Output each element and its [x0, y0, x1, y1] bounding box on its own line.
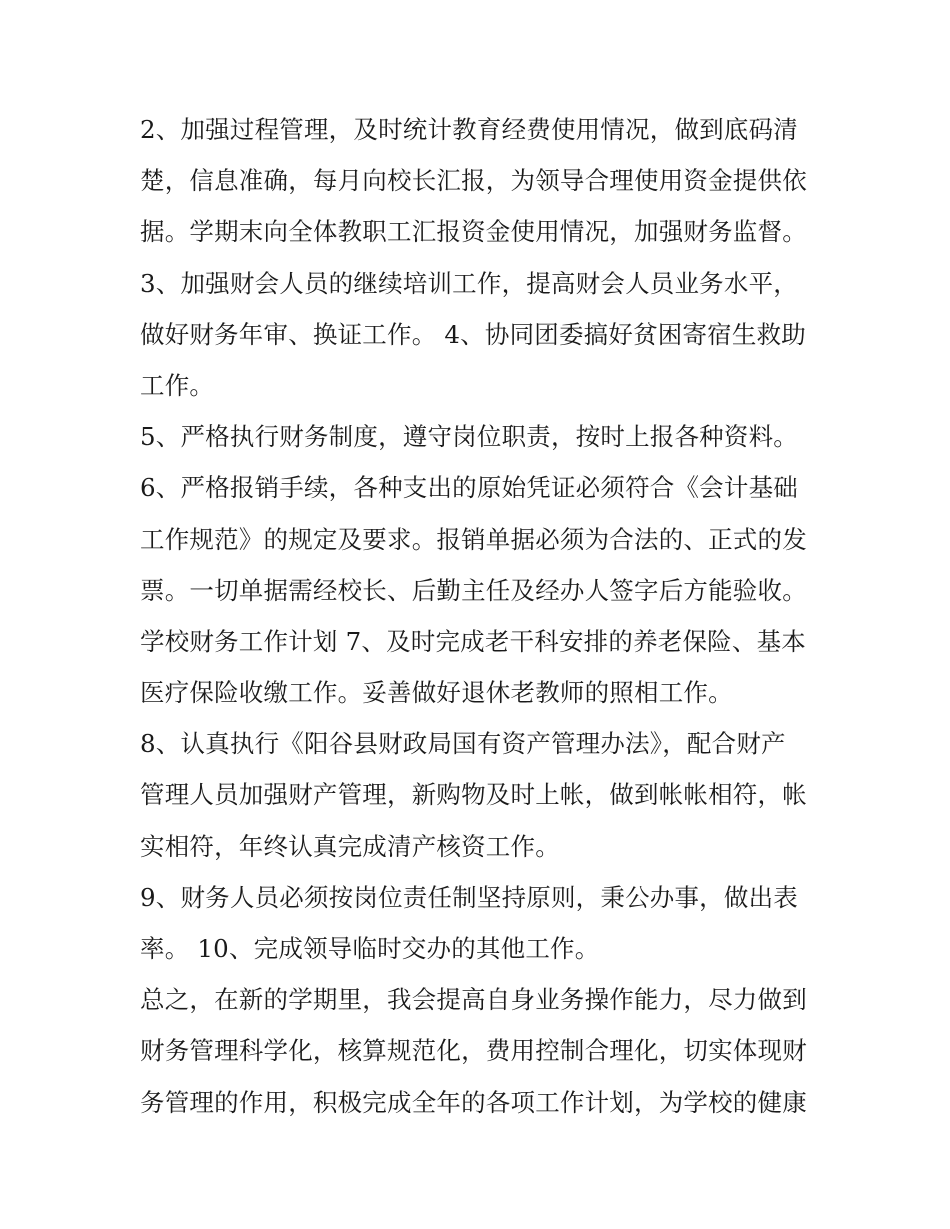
text-line: 5、严格执行财务制度，遵守岗位职责，按时上报各种资料。	[140, 422, 798, 452]
text-line: 票。一切单据需经校长、后勤主任及经办人签字后方能验收。	[140, 575, 807, 605]
text-line: 管理人员加强财产管理，新购物及时上帐，做到帐帐相符，帐	[140, 780, 807, 810]
text-line: 做好财务年审、换证工作。 4、协同团委搞好贫困寄宿生救助	[140, 319, 806, 349]
text-line: 财务管理科学化，核算规范化，费用控制合理化，切实体现财	[140, 1036, 807, 1066]
document-body	[140, 104, 830, 1128]
text-line: 总之，在新的学期里，我会提高自身业务操作能力，尽力做到	[140, 985, 807, 1015]
text-line: 实相符，年终认真完成清产核资工作。	[140, 831, 560, 861]
text-line: 工作规范》的规定及要求。报销单据必须为合法的、正式的发	[140, 524, 807, 554]
text-line: 9、财务人员必须按岗位责任制坚持原则，秉公办事，做出表	[140, 882, 798, 912]
text-line: 学校财务工作计划 7、及时完成老干科安排的养老保险、基本	[140, 626, 806, 656]
text-line: 楚，信息准确，每月向校长汇报，为领导合理使用资金提供依	[140, 166, 807, 196]
text-line: 率。 10、完成领导临时交办的其他工作。	[140, 934, 600, 963]
text-line: 据。学期末向全体教职工汇报资金使用情况，加强财务监督。	[140, 217, 807, 247]
text-line: 3、加强财会人员的继续培训工作，提高财会人员业务水平，	[140, 268, 798, 298]
text-line: 8、认真执行《阳谷县财政局国有资产管理办法》，配合财产	[140, 729, 786, 759]
text-line: 务管理的作用，积极完成全年的各项工作计划，为学校的健康	[140, 1087, 807, 1117]
text-line: 医疗保险收缴工作。妥善做好退休老教师的照相工作。	[140, 678, 733, 708]
text-line: 6、严格报销手续，各种支出的原始凭证必须符合《会计基础	[140, 473, 798, 503]
text-line: 工作。	[140, 370, 215, 400]
text-line: 2、加强过程管理，及时统计教育经费使用情况，做到底码清	[140, 115, 798, 144]
